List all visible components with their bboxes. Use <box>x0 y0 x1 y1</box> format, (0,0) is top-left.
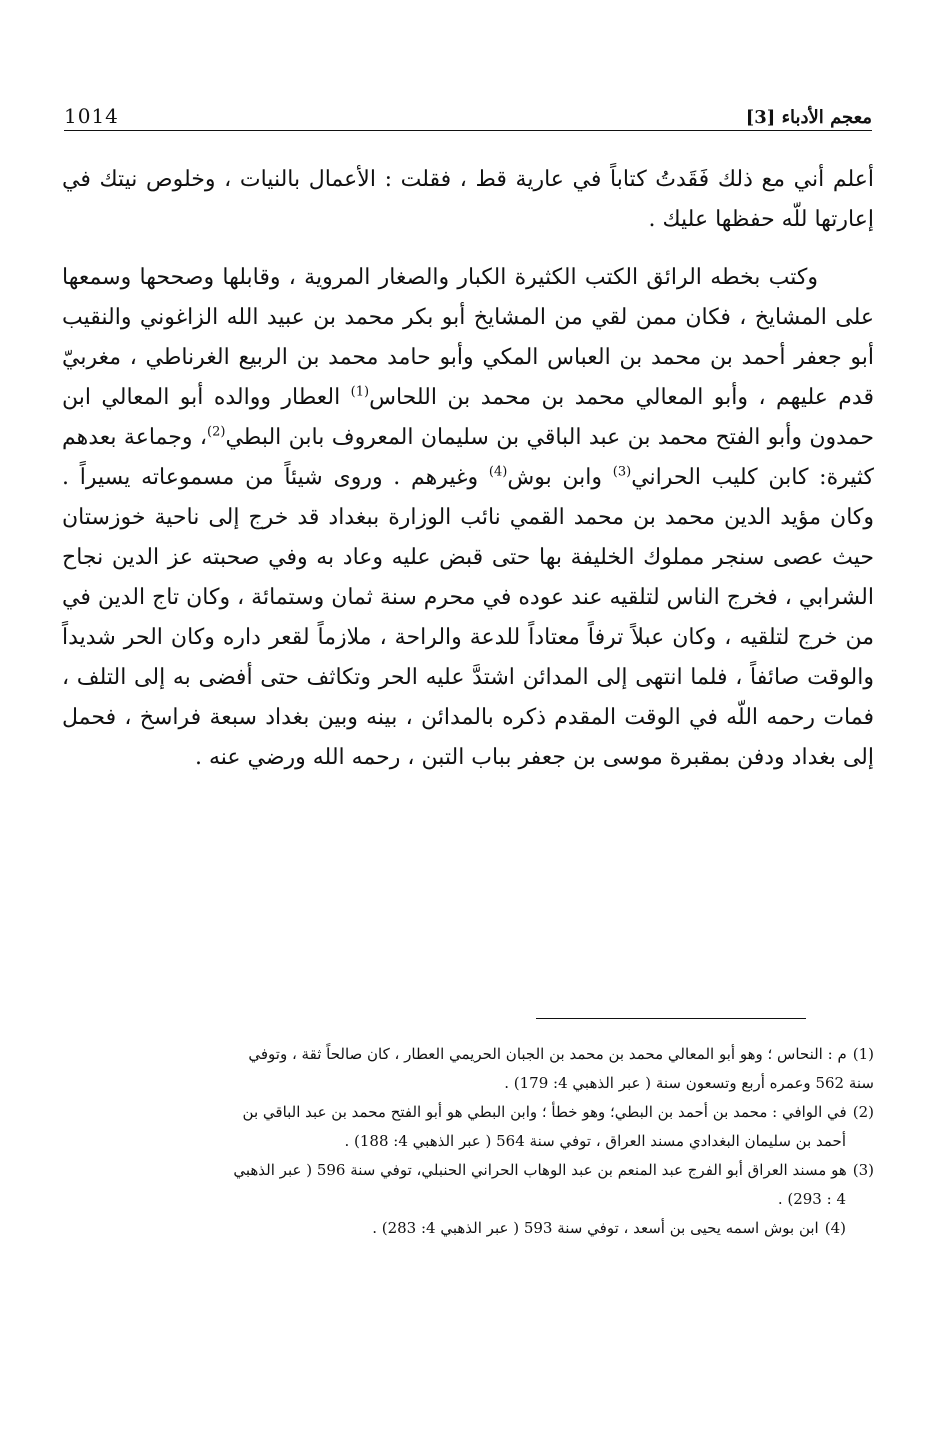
footnote <box>62 1156 874 1185</box>
footnote <box>62 1127 874 1156</box>
header-rule <box>64 130 872 131</box>
footnote-reference: (4) <box>488 464 508 480</box>
paragraph <box>62 258 874 778</box>
page-number: 1014 <box>64 104 119 128</box>
paragraph-text: وكتب بخطه الرائق الكتب الكثيرة الكبار والصغار المروية ، وقابلها وصححها وسمعها على المشايخ ، فكان ممن لقي من المشايخ أبو بكر محمد بن عبيد الله الزاغوني والنقيب أبو جعفر أحمد بن محمد بن العباس المكي وأبو حامد محمد بن الربيع الغرناطي ، مغربيّ قدم عليهم ، وأبو المعالي محمد بن محمد بن اللحاس <box>62 265 874 410</box>
footnote-text: أحمد بن سليمان البغدادي مسند العراق ، توفي سنة 564 ( عبر الذهبي 4: 188) . <box>344 1132 846 1150</box>
footnote-text: ابن بوش اسمه يحيى بن أسعد ، توفي سنة 593 ( عبر الذهبي 4: 283) . <box>372 1219 819 1237</box>
footnote-text: سنة 562 وعمره أربع وتسعون سنة ( عبر الذهبي 4: 179) . <box>504 1074 874 1092</box>
footnote-marker: (4) <box>824 1219 846 1237</box>
paragraph-text: وابن بوش <box>507 465 613 490</box>
footnote-text: 4 : 293) . <box>777 1190 846 1208</box>
footnote-reference: (1) <box>350 384 370 400</box>
paragraph-text: ، وجماعة بعدهم كثيرة: كابن كليب الحراني <box>62 425 874 490</box>
running-title: معجم الأدباء [3] <box>745 107 872 128</box>
footnote-reference: (3) <box>612 464 632 480</box>
footnote-text: هو مسند العراق أبو الفرج عبد المنعم بن عبد الوهاب الحراني الحنبلي، توفي سنة 596 ( عبر الذهبي <box>233 1161 847 1179</box>
footnote <box>62 1185 874 1214</box>
footnote <box>62 1214 874 1243</box>
main-text <box>62 160 874 778</box>
footnote-marker: (3) <box>852 1161 874 1179</box>
footnote <box>62 1069 874 1098</box>
page-header <box>64 96 872 128</box>
paragraph: أعلم أني مع ذلك فَقَدتُ كتاباً في عارية قط ، فقلت : الأعمال بالنيات ، وخلوص نيتك في إعارتها للّه حفظها عليك . <box>62 167 874 232</box>
footnotes <box>62 1040 874 1243</box>
footnote-separator <box>536 1018 806 1019</box>
footnote-marker: (1) <box>852 1045 874 1063</box>
paragraph-text: وغيرهم . وروى شيئاً من مسموعاته يسيراً . وكان مؤيد الدين محمد بن محمد القمي نائب الوزارة ببغداد قد خرج إلى ناحية خوزستان حيث عصى سنجر مملوك الخليفة بها حتى قبض عليه وعاد به وفي صحبته عز الدين نجاح الشرابي ، فخرج الناس لتلقيه عند عوده في محرم سنة ثمان وستمائة ، وكان تاج الدين في من خرج لتلقيه ، وكان عبلاً ترفاً معتاداً للدعة والراحة ، ملازماً لقعر داره وكان الحر شديداً والوقت صائفاً ، فلما انتهى إلى المدائن اشتدَّ عليه الحر وتكاثف حتى أفضى به إلى التلف ، فمات رحمه اللّه في الوقت المقدم ذكره بالمدائن ، بينه وبين بغداد سبعة فراسخ ، فحمل إلى بغداد ودفن بمقبرة موسى بن جعفر بباب التبن ، رحمه الله ورضي عنه . <box>62 465 874 770</box>
footnote-reference: (2) <box>207 424 226 440</box>
footnote <box>62 1098 874 1127</box>
footnote-marker: (2) <box>852 1103 874 1121</box>
footnote <box>62 1040 874 1069</box>
footnote-text: م : النحاس ؛ وهو أبو المعالي محمد بن محمد بن الجبان الحريمي العطار ، كان صالحاً ثقة ، وتوفي <box>248 1045 847 1063</box>
paragraph-text: العطار ووالده أبو المعالي ابن حمدون وأبو الفتح محمد بن عبد الباقي بن سليمان المعروف بابن البطي <box>62 385 874 450</box>
footnote-text: في الوافي : محمد بن أحمد بن البطي؛ وهو خطأ ؛ وابن البطي هو أبو الفتح محمد بن عبد الباقي بن <box>242 1103 847 1121</box>
